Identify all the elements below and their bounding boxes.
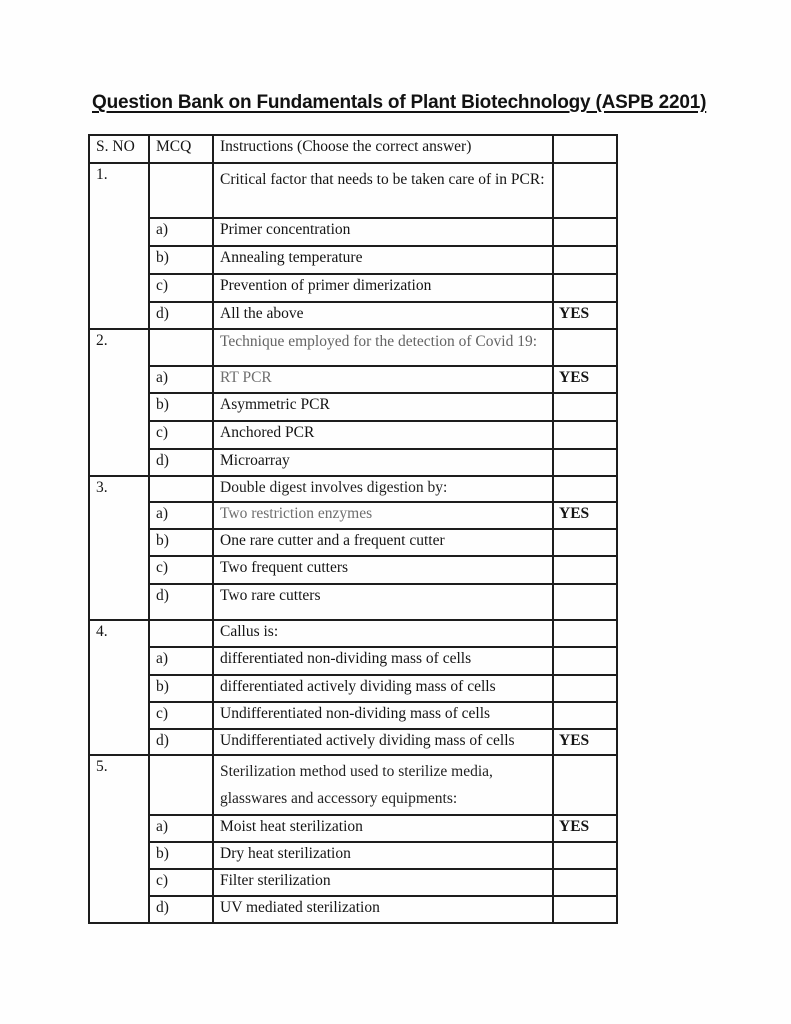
option-text: UV mediated sterilization (213, 896, 553, 923)
option-text: Annealing temperature (213, 246, 553, 274)
option-text: Microarray (213, 449, 553, 476)
option-label: b) (149, 246, 213, 274)
option-label: d) (149, 729, 213, 755)
option-label: a) (149, 815, 213, 842)
answer-cell (553, 584, 617, 620)
header-sno: S. NO (89, 135, 149, 163)
answer-cell (553, 421, 617, 449)
option-label: a) (149, 647, 213, 675)
option-label: c) (149, 421, 213, 449)
option-row (89, 421, 617, 449)
option-label: b) (149, 675, 213, 702)
question-number: 5. (89, 755, 149, 923)
option-row (89, 702, 617, 729)
option-row (89, 842, 617, 869)
mcq-cell (149, 620, 213, 647)
option-label: c) (149, 869, 213, 896)
mcq-cell (149, 163, 213, 218)
answer-cell (553, 675, 617, 702)
option-row (89, 584, 617, 620)
answer-cell (553, 274, 617, 302)
option-row (89, 896, 617, 923)
option-row (89, 502, 617, 529)
option-label: a) (149, 218, 213, 246)
option-label: a) (149, 502, 213, 529)
answer-cell (553, 329, 617, 366)
question-row (89, 329, 617, 366)
option-text: Primer concentration (213, 218, 553, 246)
header-instructions: Instructions (Choose the correct answer) (213, 135, 553, 163)
option-text: RT PCR (213, 366, 553, 393)
option-row (89, 729, 617, 755)
answer-cell: YES (553, 302, 617, 329)
question-row (89, 755, 617, 815)
option-row (89, 246, 617, 274)
question-row (89, 163, 617, 218)
option-row (89, 393, 617, 421)
option-label: a) (149, 366, 213, 393)
question-number: 3. (89, 476, 149, 620)
option-text: differentiated non-dividing mass of cells (213, 647, 553, 675)
header-mcq: MCQ (149, 135, 213, 163)
answer-cell (553, 896, 617, 923)
answer-cell (553, 869, 617, 896)
question-number: 4. (89, 620, 149, 755)
answer-cell: YES (553, 815, 617, 842)
question-text: Critical factor that needs to be taken care of in PCR: (213, 163, 553, 218)
option-text: Anchored PCR (213, 421, 553, 449)
question-bank-table (88, 134, 618, 924)
document-title: Question Bank on Fundamentals of Plant Biotechnology (ASPB 2201) (92, 92, 707, 113)
option-label: b) (149, 393, 213, 421)
answer-cell (553, 556, 617, 584)
option-text: Undifferentiated actively dividing mass of cells (213, 729, 553, 755)
answer-cell: YES (553, 729, 617, 755)
option-label: c) (149, 702, 213, 729)
option-label: d) (149, 302, 213, 329)
option-label: c) (149, 274, 213, 302)
option-label: c) (149, 556, 213, 584)
answer-cell (553, 246, 617, 274)
option-text: Moist heat sterilization (213, 815, 553, 842)
option-text: differentiated actively dividing mass of cells (213, 675, 553, 702)
answer-cell (553, 393, 617, 421)
option-row (89, 366, 617, 393)
option-row (89, 556, 617, 584)
answer-cell (553, 842, 617, 869)
question-text: Double digest involves digestion by: (213, 476, 553, 502)
mcq-cell (149, 476, 213, 502)
option-text: Prevention of primer dimerization (213, 274, 553, 302)
option-row (89, 274, 617, 302)
option-text: Two frequent cutters (213, 556, 553, 584)
option-row (89, 647, 617, 675)
question-number: 2. (89, 329, 149, 476)
option-label: d) (149, 896, 213, 923)
option-text: Two rare cutters (213, 584, 553, 620)
option-text: Dry heat sterilization (213, 842, 553, 869)
option-text: Filter sterilization (213, 869, 553, 896)
question-row (89, 620, 617, 647)
question-row (89, 476, 617, 502)
answer-cell (553, 449, 617, 476)
header-answer (553, 135, 617, 163)
option-label: d) (149, 584, 213, 620)
answer-cell (553, 647, 617, 675)
option-row (89, 218, 617, 246)
option-text: Two restriction enzymes (213, 502, 553, 529)
question-number: 1. (89, 163, 149, 329)
mcq-cell (149, 755, 213, 815)
question-text: Callus is: (213, 620, 553, 647)
option-row (89, 815, 617, 842)
option-label: d) (149, 449, 213, 476)
option-label: b) (149, 842, 213, 869)
answer-cell: YES (553, 502, 617, 529)
option-text: One rare cutter and a frequent cutter (213, 529, 553, 556)
option-row (89, 449, 617, 476)
answer-cell (553, 476, 617, 502)
option-text: Asymmetric PCR (213, 393, 553, 421)
question-text: Sterilization method used to sterilize media, glasswares and accessory equipments: (213, 755, 553, 815)
option-row (89, 302, 617, 329)
question-text: Technique employed for the detection of Covid 19: (213, 329, 553, 366)
table-header-row (89, 135, 617, 163)
mcq-cell (149, 329, 213, 366)
option-text: All the above (213, 302, 553, 329)
answer-cell (553, 218, 617, 246)
option-label: b) (149, 529, 213, 556)
answer-cell (553, 620, 617, 647)
option-row (89, 529, 617, 556)
answer-cell: YES (553, 366, 617, 393)
option-row (89, 675, 617, 702)
answer-cell (553, 163, 617, 218)
answer-cell (553, 529, 617, 556)
answer-cell (553, 755, 617, 815)
option-row (89, 869, 617, 896)
option-text: Undifferentiated non-dividing mass of cells (213, 702, 553, 729)
answer-cell (553, 702, 617, 729)
